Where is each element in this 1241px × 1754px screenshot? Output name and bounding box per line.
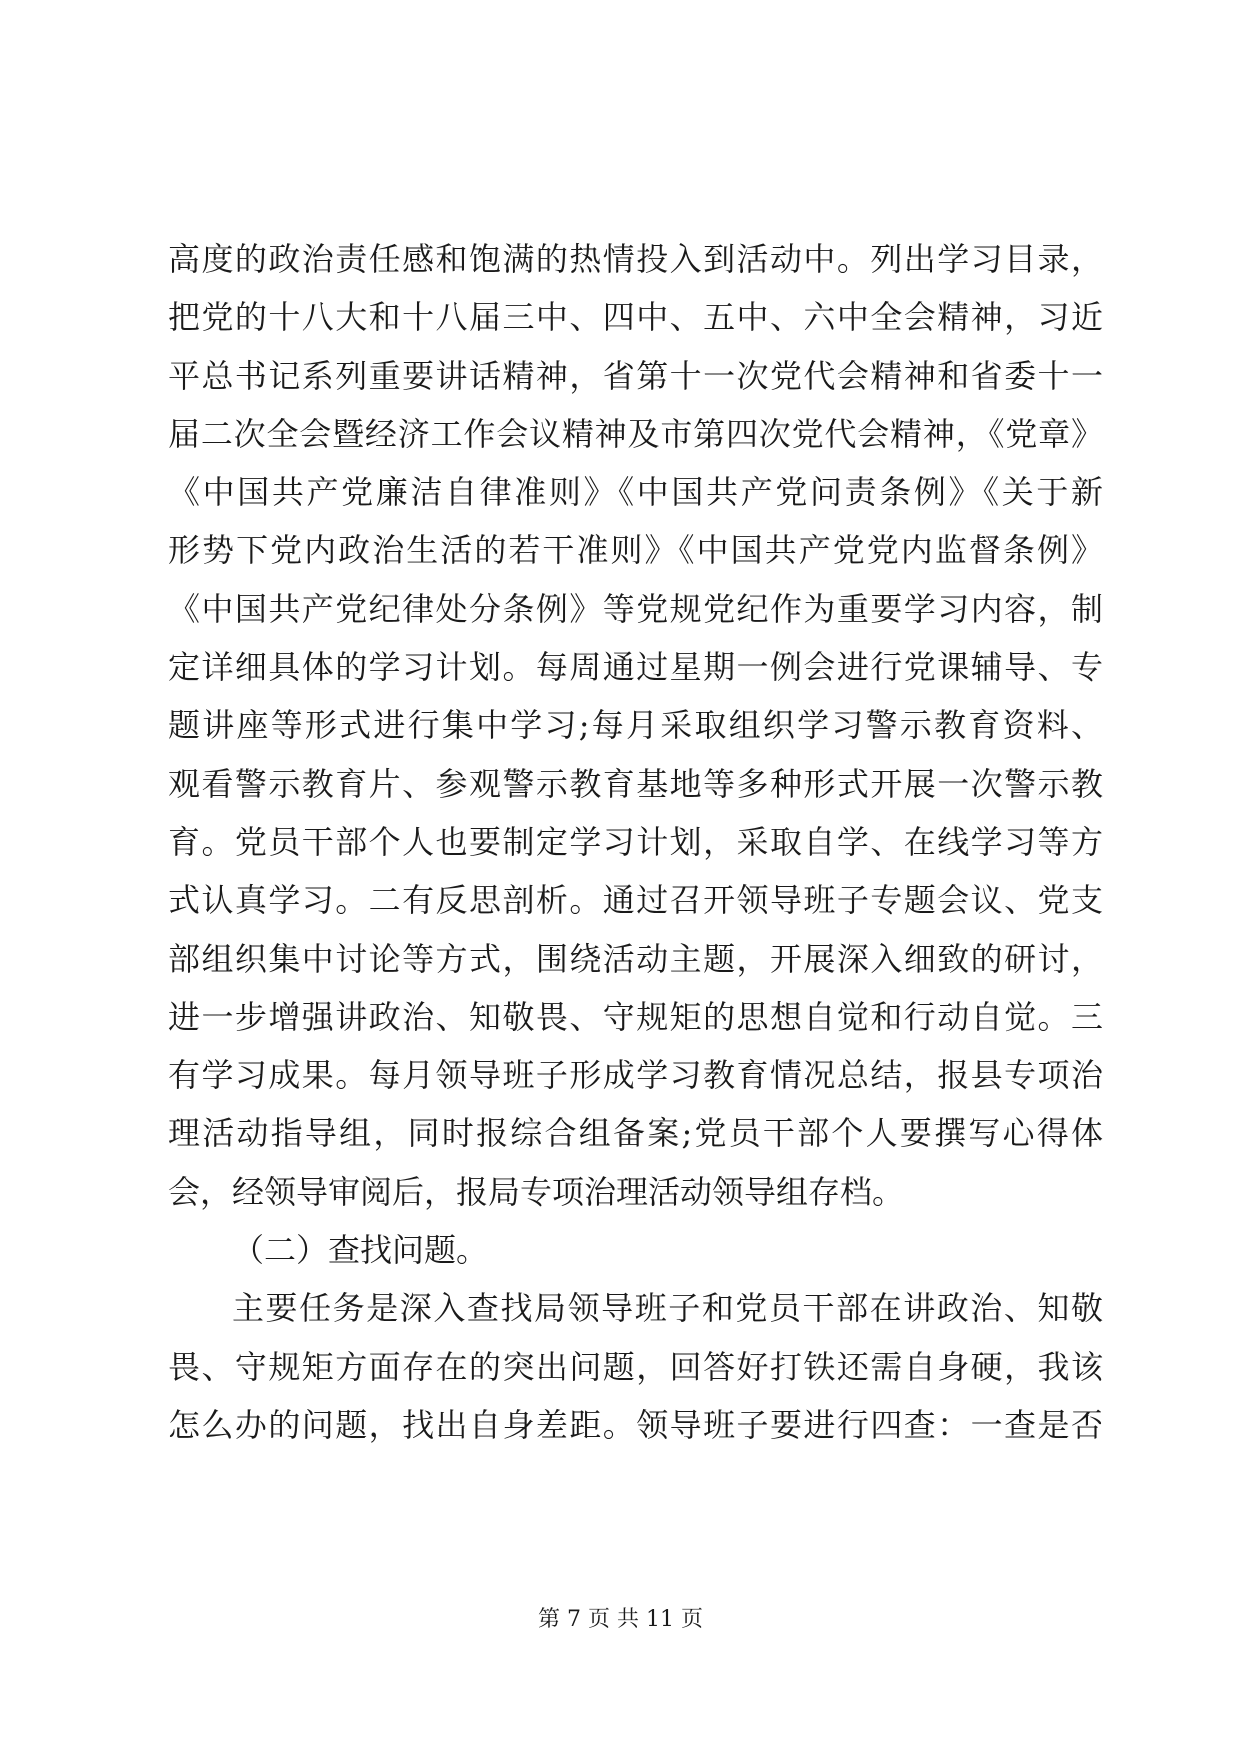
document-body bbox=[168, 230, 1103, 1454]
page-number-footer: 第 7 页 共 11 页 bbox=[538, 1607, 703, 1632]
text-line: 畏、守规矩方面存在的突出问题，回答好打铁还需自身硬，我该 bbox=[168, 1347, 1103, 1386]
text-line: 观看警示教育片、参观警示教育基地等多种形式开展一次警示教 bbox=[168, 764, 1103, 803]
text-line: 形势下党内政治生活的若干准则》《中国共产党党内监督条例》 bbox=[168, 531, 1103, 570]
text-line: 有学习成果。每月领导班子形成学习教育情况总结，报县专项治 bbox=[168, 1056, 1103, 1095]
text-line: 会，经领导审阅后，报局专项治理活动领导组存档。 bbox=[168, 1172, 905, 1211]
text-line: 定详细具体的学习计划。每周通过星期一例会进行党课辅导、专 bbox=[168, 648, 1103, 687]
text-line: 题讲座等形式进行集中学习;每月采取组织学习警示教育资料、 bbox=[168, 706, 1103, 745]
text-line: 主要任务是深入查找局领导班子和党员干部在讲政治、知敬 bbox=[232, 1289, 1103, 1328]
text-line: 《中国共产党纪律处分条例》等党规党纪作为重要学习内容，制 bbox=[168, 589, 1103, 628]
text-line: 《中国共产党廉洁自律准则》《中国共产党问责条例》《关于新 bbox=[168, 473, 1103, 512]
text-line: 平总书记系列重要讲话精神，省第十一次党代会精神和省委十一 bbox=[168, 356, 1103, 395]
text-line: 式认真学习。二有反思剖析。通过召开领导班子专题会议、党支 bbox=[168, 881, 1103, 920]
text-line: 部组织集中讨论等方式，围绕活动主题，开展深入细致的研讨， bbox=[168, 939, 1103, 978]
text-line: 高度的政治责任感和饱满的热情投入到活动中。列出学习目录， bbox=[168, 240, 1103, 278]
text-line: 把党的十八大和十八届三中、四中、五中、六中全会精神，习近 bbox=[168, 298, 1103, 337]
text-line: 育。党员干部个人也要制定学习计划，采取自学、在线学习等方 bbox=[168, 822, 1103, 861]
text-line: 届二次全会暨经济工作会议精神及市第四次党代会精神，《党章》 bbox=[168, 414, 1103, 453]
text-line: 进一步增强讲政治、知敬畏、守规矩的思想自觉和行动自觉。三 bbox=[168, 997, 1103, 1036]
section-heading: （二）查找问题。 bbox=[232, 1231, 489, 1270]
text-line: 理活动指导组，同时报综合组备案;党员干部个人要撰写心得体 bbox=[168, 1114, 1103, 1153]
text-line: 怎么办的问题，找出自身差距。领导班子要进行四查：一查是否 bbox=[168, 1405, 1103, 1444]
